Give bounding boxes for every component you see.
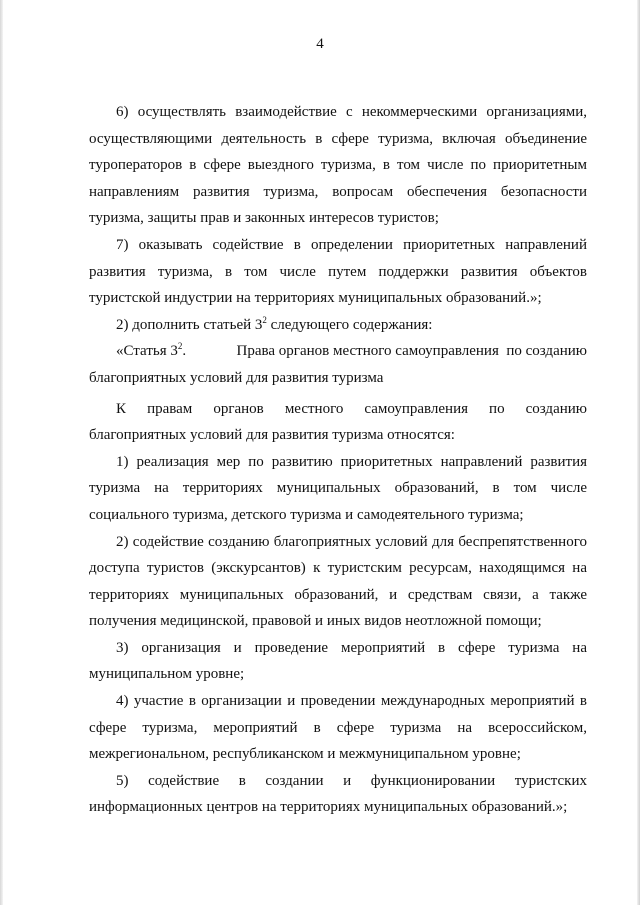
paragraph-right-5 bbox=[89, 768, 587, 821]
text-line: 3) организация и проведение мероприятий в сфере туризма на bbox=[116, 639, 587, 656]
text-line: межрегиональном, республиканском и межмуниципальном уровне; bbox=[89, 746, 521, 763]
right-5-line-1 bbox=[89, 768, 587, 795]
text-line: осуществляющими деятельность в сфере туризма, включая объединение bbox=[89, 130, 587, 147]
paragraph-right-4 bbox=[89, 688, 587, 768]
text-line: туроператоров в сфере выездного туризма, в том числе по приоритетным bbox=[89, 157, 587, 174]
text-line: получения медицинской, правовой и иных видов неотложной помощи; bbox=[89, 613, 542, 630]
article-after: . bbox=[182, 343, 187, 360]
text-line: информационных центров на территориях муниципальных образований.»; bbox=[89, 799, 568, 816]
right-5-word: функционировании bbox=[370, 772, 496, 789]
text-line: доступа туристов (экскурсантов) к туристским ресурсам, находящимся на bbox=[89, 560, 587, 577]
article-sup: 2 bbox=[177, 341, 183, 352]
paragraph-item-6 bbox=[89, 99, 587, 232]
article-heading: Права органов местного самоуправления по созданию bbox=[236, 343, 587, 360]
intro-word: К bbox=[116, 400, 127, 417]
article-prefix: «Статья 3 bbox=[116, 343, 178, 360]
amendment-before: 2) дополнить статьей 3 bbox=[116, 316, 263, 333]
text-line: туризма, защиты прав и законных интересов туристов; bbox=[89, 210, 439, 227]
amendment-sup: 2 bbox=[262, 314, 267, 325]
text-line: социального туризма, детского туризма и самодеятельного туризма; bbox=[89, 506, 524, 523]
intro-word: созданию bbox=[525, 400, 587, 417]
text-line: 4) участие в организации и проведении международных мероприятий в bbox=[116, 693, 587, 710]
right-5-word: содействие bbox=[148, 772, 220, 789]
paragraph-amendment bbox=[89, 312, 587, 339]
article-title-line-1 bbox=[89, 338, 587, 365]
text-line: сфере туризма, мероприятий в сфере туризма на всероссийском, bbox=[89, 719, 587, 736]
document-body bbox=[89, 99, 587, 821]
text-line: развития туризма, в том числе путем поддержки развития объектов bbox=[89, 263, 587, 280]
right-5-word: в bbox=[238, 772, 246, 789]
intro-line-2: благоприятных условий для развития туризма относятся: bbox=[89, 427, 455, 444]
text-line: туризма на территориях муниципальных образований, в том числе bbox=[89, 480, 587, 497]
paragraph-item-7 bbox=[89, 232, 587, 312]
right-5-word: создании bbox=[265, 772, 324, 789]
page-number: 4 bbox=[316, 36, 324, 52]
text-line: 6) осуществлять взаимодействие с некоммерческими организациями, bbox=[116, 104, 587, 120]
right-5-word: и bbox=[343, 772, 352, 789]
paragraph-right-3 bbox=[89, 635, 587, 688]
text-line: направлениям развития туризма, вопросам обеспечения безопасности bbox=[89, 183, 587, 200]
article-title bbox=[89, 338, 587, 391]
paragraph-intro bbox=[89, 396, 587, 449]
intro-word: правам bbox=[147, 400, 193, 417]
article-label bbox=[116, 338, 186, 365]
amendment-line bbox=[89, 312, 587, 339]
text-line: 7) оказывать содействие в определении приоритетных направлений bbox=[116, 236, 587, 253]
amendment-after: следующего содержания: bbox=[266, 316, 433, 333]
paragraph-right-1 bbox=[89, 449, 587, 529]
intro-word: органов bbox=[213, 400, 264, 417]
paragraph-right-2 bbox=[89, 529, 587, 635]
right-5-word: туристских bbox=[514, 772, 587, 789]
text-line: территориях муниципальных образований, и средствам связи, а также bbox=[89, 586, 587, 603]
text-line: 2) содействие созданию благоприятных условий для беспрепятственного bbox=[116, 533, 587, 550]
text-line: туристской индустрии на территориях муниципальных образований.»; bbox=[89, 290, 542, 307]
right-5-word: 5) bbox=[116, 772, 129, 789]
text-line: муниципальном уровне; bbox=[89, 666, 245, 683]
article-title-line-2: благоприятных условий для развития туризма bbox=[89, 369, 384, 386]
intro-word: самоуправления bbox=[364, 400, 468, 417]
intro-word: по bbox=[489, 400, 505, 417]
intro-word: местного bbox=[284, 400, 344, 417]
scan-edge-left bbox=[0, 0, 3, 905]
intro-line-1 bbox=[89, 396, 587, 423]
text-line: 1) реализация мер по развитию приоритетных направлений развития bbox=[116, 453, 587, 470]
